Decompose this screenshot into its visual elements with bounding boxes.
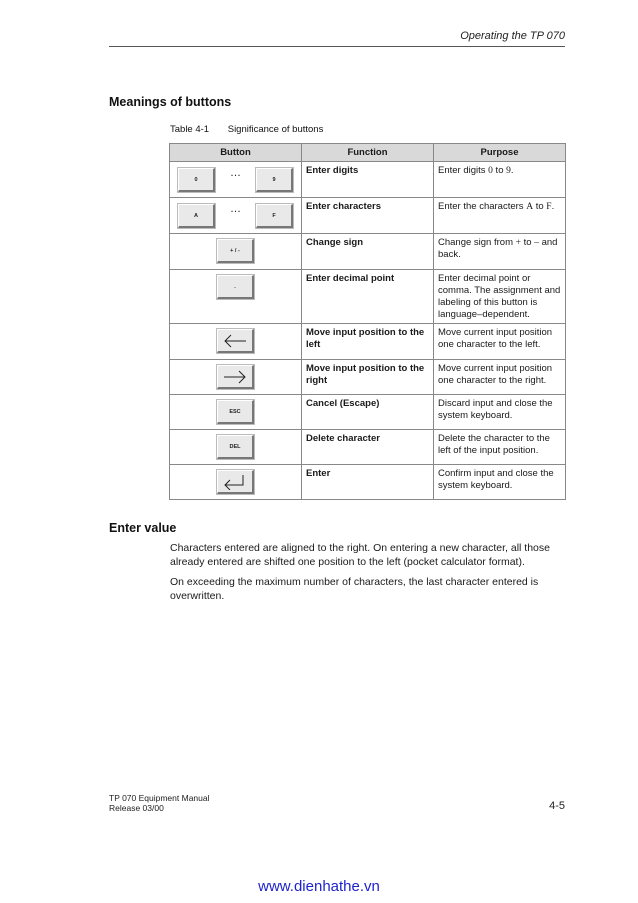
purpose-cell: Delete the character to the left of the input position.	[434, 430, 566, 465]
delete-button[interactable]: DEL	[217, 435, 254, 459]
purpose-text: to	[492, 165, 507, 176]
purpose-text: .	[510, 165, 514, 176]
table-caption	[170, 124, 323, 135]
key-f-button[interactable]: F	[256, 204, 293, 228]
table-row	[170, 395, 566, 430]
button-cell	[170, 162, 302, 198]
function-cell: Enter characters	[302, 198, 434, 234]
enter-value-paragraph-1: Characters entered are aligned to the right. On entering a new character, all those already entered are shifted one position to the left (pocket calculator format).	[170, 542, 550, 568]
arrow-left-icon	[222, 334, 248, 348]
key-9-button[interactable]: 9	[256, 168, 293, 192]
purpose-cell	[434, 198, 566, 234]
purpose-text: .	[551, 201, 555, 212]
move-left-button[interactable]	[217, 329, 254, 353]
ellipsis: …	[230, 167, 241, 179]
button-cell	[170, 234, 302, 270]
table-caption-text: Significance of buttons	[227, 124, 324, 135]
purpose-text: Change sign from	[438, 237, 516, 248]
arrow-right-icon	[222, 370, 248, 384]
purpose-text: to	[520, 237, 535, 248]
purpose-text: and back.	[438, 237, 558, 260]
purpose-value-from: A	[526, 202, 534, 212]
column-header-purpose: Purpose	[434, 144, 566, 162]
buttons-table	[169, 143, 566, 500]
purpose-value-to: 9	[506, 166, 511, 176]
table-caption-number: Table 4-1	[170, 124, 210, 135]
purpose-text: Enter digits	[438, 165, 489, 176]
escape-button[interactable]: ESC	[217, 400, 254, 424]
purpose-cell	[434, 234, 566, 270]
purpose-text: Enter the characters	[438, 201, 527, 212]
enter-button[interactable]	[217, 470, 254, 494]
change-sign-button[interactable]: + / -	[217, 239, 254, 263]
function-cell: Enter	[302, 465, 434, 500]
purpose-cell: Discard input and close the system keyboard.	[434, 395, 566, 430]
function-cell: Move input position to the right	[302, 360, 434, 395]
table-row	[170, 430, 566, 465]
purpose-cell: Move current input position one character to the right.	[434, 360, 566, 395]
footer-manual-title: TP 070 Equipment Manual	[109, 793, 210, 803]
table-row	[170, 162, 566, 198]
purpose-value-from: 0	[488, 166, 493, 176]
table-row	[170, 270, 566, 324]
page-header-title: Operating the TP 070	[460, 30, 565, 42]
purpose-text: to	[533, 201, 547, 212]
header-rule	[109, 46, 565, 47]
purpose-value-to: –	[534, 238, 539, 248]
column-header-function: Function	[302, 144, 434, 162]
button-cell	[170, 465, 302, 500]
button-cell	[170, 360, 302, 395]
button-cell	[170, 430, 302, 465]
function-cell: Delete character	[302, 430, 434, 465]
footer-release: Release 03/00	[109, 803, 164, 813]
key-a-button[interactable]: A	[178, 204, 215, 228]
button-cell	[170, 395, 302, 430]
purpose-value-to: F	[546, 202, 552, 212]
table-row	[170, 198, 566, 234]
purpose-cell: Confirm input and close the system keyboard.	[434, 465, 566, 500]
table-row	[170, 234, 566, 270]
table-row	[170, 465, 566, 500]
button-cell	[170, 198, 302, 234]
column-header-button: Button	[170, 144, 302, 162]
table-header-row	[170, 144, 566, 162]
enter-return-icon	[222, 474, 248, 490]
page-number: 4-5	[549, 800, 565, 812]
table-row	[170, 360, 566, 395]
purpose-value-from: +	[515, 238, 521, 248]
enter-value-paragraph-2: On exceeding the maximum number of characters, the last character entered is overwritten.	[170, 576, 539, 602]
button-cell	[170, 324, 302, 360]
watermark-link[interactable]: www.dienhathe.vn	[258, 878, 380, 895]
function-cell: Enter decimal point	[302, 270, 434, 324]
footer-info	[109, 793, 210, 813]
function-cell: Change sign	[302, 234, 434, 270]
table-row	[170, 324, 566, 360]
section-heading-enter-value: Enter value	[109, 521, 177, 535]
function-cell: Enter digits	[302, 162, 434, 198]
function-cell: Cancel (Escape)	[302, 395, 434, 430]
section-heading-meanings: Meanings of buttons	[109, 95, 232, 109]
move-right-button[interactable]	[217, 365, 254, 389]
purpose-cell: Enter decimal point or comma. The assignment and labeling of this button is language–dependent.	[434, 270, 566, 324]
function-cell: Move input position to the left	[302, 324, 434, 360]
ellipsis: …	[230, 203, 241, 215]
decimal-point-button[interactable]: .	[217, 275, 254, 299]
purpose-cell: Move current input position one character to the left.	[434, 324, 566, 360]
button-cell	[170, 270, 302, 324]
key-0-button[interactable]: 0	[178, 168, 215, 192]
purpose-cell	[434, 162, 566, 198]
